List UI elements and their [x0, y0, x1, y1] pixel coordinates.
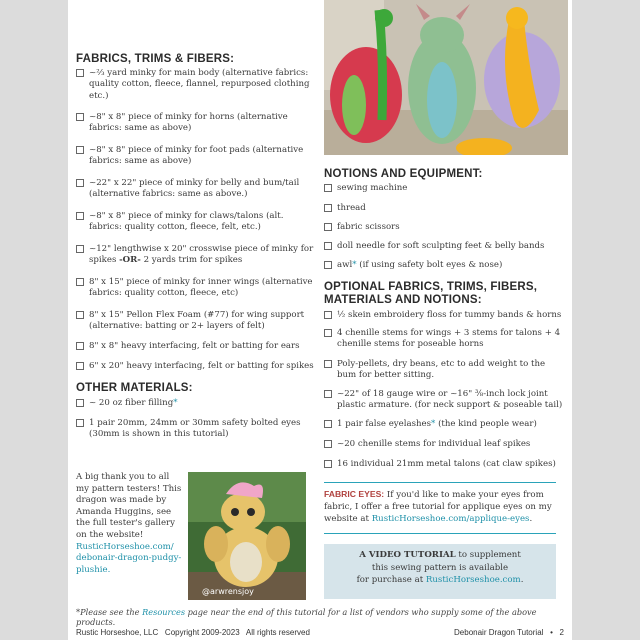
checkbox[interactable] [76, 212, 84, 220]
list-item: ~22" of 18 gauge wire or ~16" ³⁄₈-inch lock joint plastic armature. (for neck support & poseable tail) [324, 389, 564, 412]
list-item: 8" x 15" piece of minky for inner wings (alternative fabrics: quality cotton, fleece, etc) [76, 277, 314, 300]
copyright: Rustic Horseshoe, LLC Copyright 2009-2023 All rights reserved [76, 628, 310, 637]
list-item: ~8" x 8" piece of minky for horns (alternative fabrics: same as above) [76, 112, 314, 135]
thanks-note: A big thank you to all my pattern testers! This dragon was made by Amanda Huggins, see the full tester's gallery on the website! RusticHorseshoe.com/ debonair-dragon-pudgy-plushie. [76, 472, 182, 575]
list-item: ~ 20 oz fiber filling* [76, 398, 314, 409]
gallery-link[interactable]: RusticHorseshoe.com/ debonair-dragon-pudgy-plushie. [76, 541, 182, 575]
list-item: 8" x 8" heavy interfacing, felt or batting for ears [76, 341, 314, 352]
list-item: sewing machine [324, 183, 564, 194]
list-item: thread [324, 203, 564, 214]
tutorial-page [68, 0, 572, 640]
checkbox[interactable] [76, 342, 84, 350]
divider [324, 533, 556, 534]
checkbox[interactable] [76, 278, 84, 286]
list-item: ~8" x 8" piece of minky for foot pads (alternative fabrics: same as above) [76, 145, 314, 168]
video-purchase-link[interactable]: RusticHorseshoe.com [425, 575, 521, 585]
checkbox[interactable] [324, 390, 332, 398]
checkbox[interactable] [76, 311, 84, 319]
other-materials-heading: OTHER MATERIALS: [76, 382, 193, 394]
checkbox[interactable] [76, 69, 84, 77]
checkbox[interactable] [324, 242, 332, 250]
list-item: ½ skein embroidery floss for tummy bands & horns [324, 310, 564, 321]
list-item: 1 pair 20mm, 24mm or 30mm safety bolted eyes (30mm is shown in this tutorial) [76, 418, 314, 441]
notions-heading: NOTIONS AND EQUIPMENT: [324, 168, 483, 180]
list-item: ~20 chenille stems for individual leaf spikes [324, 439, 564, 450]
checkbox[interactable] [76, 399, 84, 407]
page-footer [76, 628, 564, 637]
checkbox[interactable] [324, 460, 332, 468]
divider [324, 482, 556, 483]
checkbox[interactable] [76, 362, 84, 370]
footnote: *Please see the Resources page near the end of this tutorial for a list of vendors who supply some of the above products. [76, 607, 537, 627]
list-item: 6" x 20" heavy interfacing, felt or batting for spikes [76, 361, 314, 372]
checkbox[interactable] [324, 311, 332, 319]
dragons-photo [324, 0, 568, 155]
list-item: Poly-pellets, dry beans, etc to add weight to the bum for better sitting. [324, 359, 564, 382]
checkbox[interactable] [324, 204, 332, 212]
checkbox[interactable] [324, 184, 332, 192]
fabric-eyes-note: FABRIC EYES: If you'd like to make your eyes from fabric, I offer a free tutorial for applique eyes on my website at RusticHorseshoe.com/applique-eyes. [324, 489, 552, 524]
list-item: 16 individual 21mm metal talons (cat claw spikes) [324, 459, 564, 470]
list-item: fabric scissors [324, 222, 564, 233]
checkbox[interactable] [324, 329, 332, 337]
list-item: 1 pair false eyelashes* (the kind people wear) [324, 419, 564, 430]
checkbox[interactable] [76, 245, 84, 253]
checkbox[interactable] [324, 261, 332, 269]
checkbox[interactable] [324, 360, 332, 368]
resources-link[interactable]: Resources [142, 607, 186, 617]
fabrics-heading: FABRICS, TRIMS & FIBERS: [76, 53, 235, 65]
list-item: ~⅔ yard minky for main body (alternative fabrics: quality cotton, fleece, flannel, repurposed clothing etc.) [76, 68, 314, 102]
list-item: ~22" x 22" piece of minky for belly and bum/tail (alternative fabrics: same as above.) [76, 178, 314, 201]
checkbox[interactable] [324, 223, 332, 231]
photo-watermark: @arwrensjoy [202, 587, 254, 596]
checkbox[interactable] [324, 440, 332, 448]
checkbox[interactable] [76, 146, 84, 154]
checkbox[interactable] [324, 420, 332, 428]
tester-dragon-photo [188, 472, 306, 600]
list-item: 4 chenille stems for wings + 3 stems for talons + 4 chenille stems for poseable horns [324, 328, 564, 351]
optional-heading-line1: OPTIONAL FABRICS, TRIMS, FIBERS, [324, 281, 538, 293]
optional-heading-line2: MATERIALS AND NOTIONS: [324, 294, 482, 306]
checkbox[interactable] [76, 113, 84, 121]
page-number: Debonair Dragon Tutorial • 2 [454, 628, 564, 637]
video-tutorial-box: A VIDEO TUTORIAL to supplement this sewing pattern is available for purchase at RusticHorseshoe.com. [324, 544, 556, 599]
list-item-spikes: ~12" lengthwise x 20" crosswise piece of minky for spikes -OR- 2 yards trim for spikes [76, 244, 314, 267]
applique-eyes-link[interactable]: RusticHorseshoe.com/applique-eyes [371, 514, 530, 524]
list-item: doll needle for soft sculpting feet & belly bands [324, 241, 564, 252]
checkbox[interactable] [76, 179, 84, 187]
list-item: ~8" x 8" piece of minky for claws/talons (alt. fabrics: quality cotton, fleece, felt, etc.) [76, 211, 314, 234]
list-item: awl* (if using safety bolt eyes & nose) [324, 260, 564, 271]
checkbox[interactable] [76, 419, 84, 427]
list-item: 8" x 15" Pellon Flex Foam (#77) for wing support (alternative: batting or 2+ layers of felt) [76, 310, 314, 333]
